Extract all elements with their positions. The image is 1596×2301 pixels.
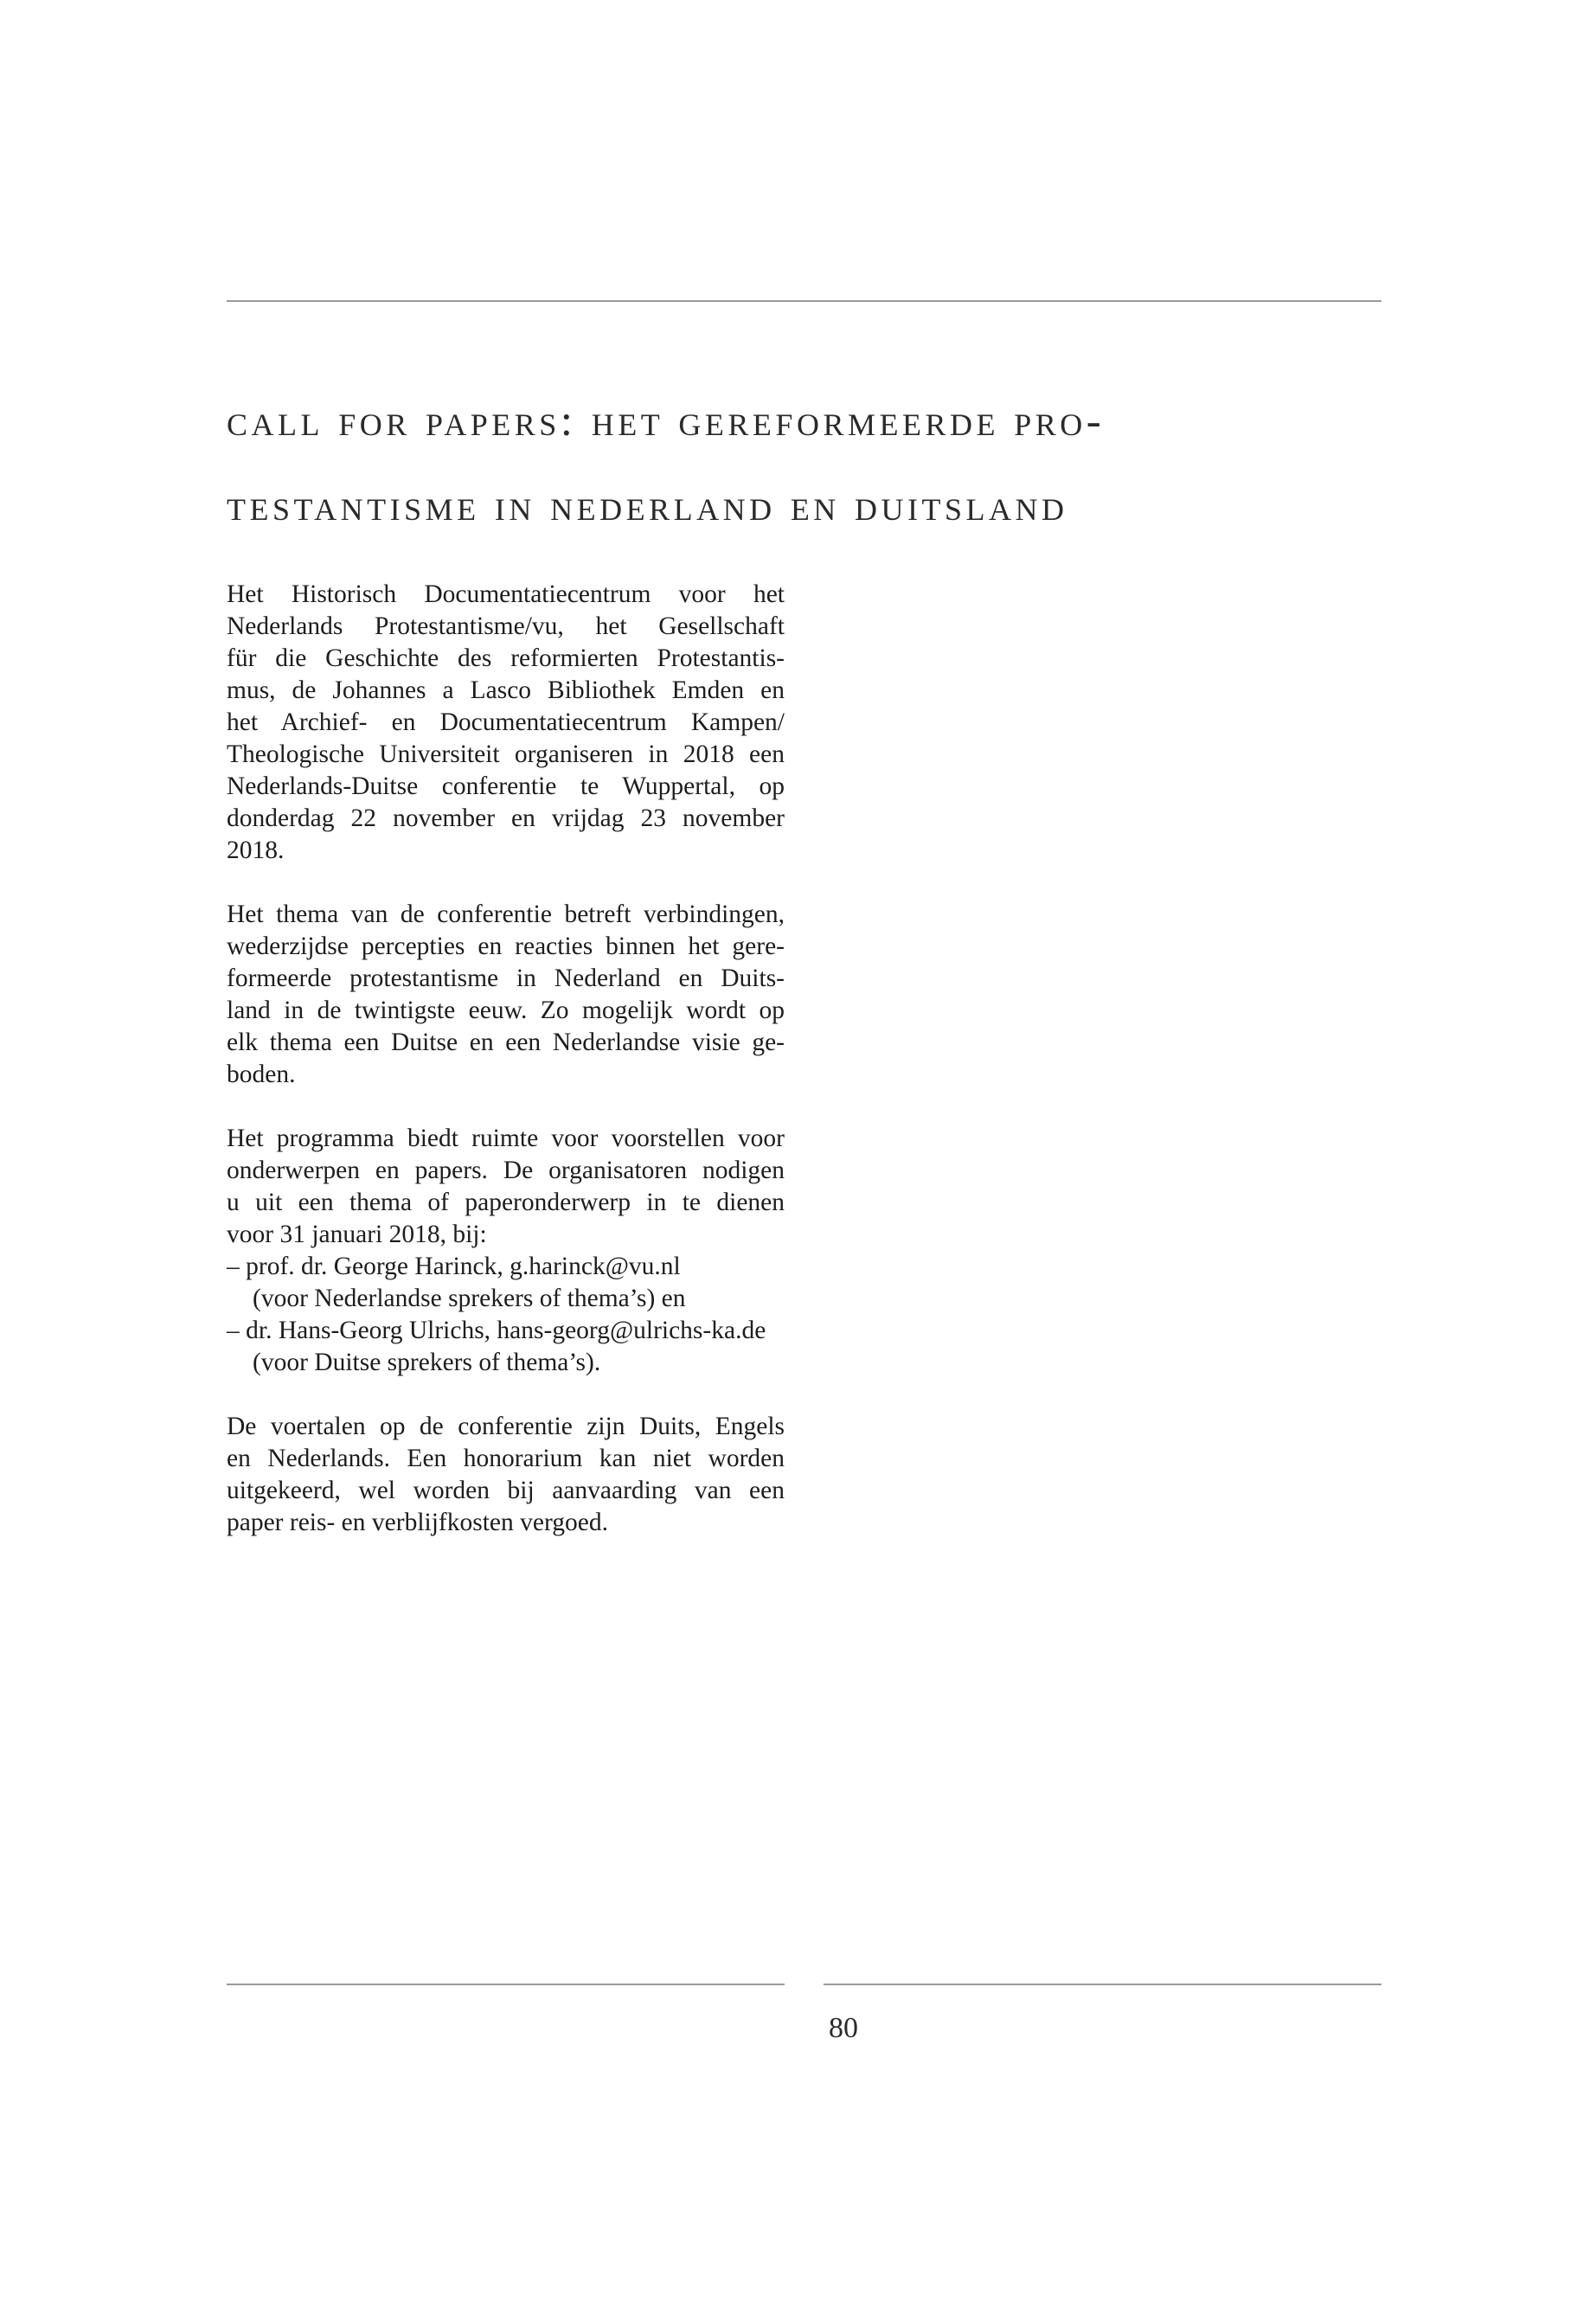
paragraph-program bbox=[227, 1123, 785, 1379]
text-line: u uit een thema of paperonderwerp in te dienen bbox=[227, 1189, 785, 1216]
text-line: mus, de Johannes a Lasco Bibliothek Emden en bbox=[227, 676, 785, 704]
text-column bbox=[227, 579, 785, 1571]
contact-harinck-note: (voor Nederlandse sprekers of thema’s) en bbox=[253, 1285, 686, 1312]
paragraph-organizers bbox=[227, 579, 785, 867]
page-number: 80 bbox=[829, 2012, 858, 2044]
footer-rule-right bbox=[824, 1984, 1381, 1985]
text-line: Nederlands-Duitse conferentie te Wuppertal, op bbox=[227, 772, 785, 800]
page-title bbox=[227, 379, 1420, 548]
paragraph-languages bbox=[227, 1411, 785, 1539]
contact-ulrichs-note: (voor Duitse sprekers of thema’s). bbox=[253, 1349, 601, 1376]
top-rule bbox=[227, 300, 1381, 302]
text-line: uitgekeerd, wel worden bij aanvaarding van een bbox=[227, 1477, 785, 1504]
text-line: land in de twintigste eeuw. Zo mogelijk wordt op bbox=[227, 997, 785, 1024]
text-line: het Archief- en Documentatiecentrum Kampen/ bbox=[227, 708, 785, 736]
text-line: De voertalen op de conferentie zijn Duits, Engels bbox=[227, 1413, 785, 1440]
contact-ulrichs: – dr. Hans-Georg Ulrichs, hans-georg@ulrichs-ka.de bbox=[227, 1317, 766, 1344]
text-line: boden. bbox=[227, 1061, 296, 1088]
text-line: Het thema van de conferentie betreft verbindingen, bbox=[227, 901, 785, 928]
footer-rule-left bbox=[227, 1984, 785, 1985]
paragraph-theme bbox=[227, 899, 785, 1091]
text-line: onderwerpen en papers. De organisatoren nodigen bbox=[227, 1157, 785, 1184]
title-line-2: testantisme in nederland en duitsland bbox=[227, 482, 1068, 530]
text-line: en Nederlands. Een honorarium kan niet worden bbox=[227, 1445, 785, 1472]
text-line: Nederlands Protestantisme/vu, het Gesellschaft bbox=[227, 612, 785, 640]
text-line: Het Historisch Documentatiecentrum voor het bbox=[227, 580, 785, 608]
text-line: paper reis- en verblijfkosten vergoed. bbox=[227, 1509, 608, 1536]
text-line: Het programma biedt ruimte voor voorstellen voor bbox=[227, 1125, 785, 1152]
text-line: für die Geschichte des reformierten Protestantis- bbox=[227, 644, 785, 672]
title-line-1: call for papers: het gereformeerde pro- bbox=[227, 397, 1106, 445]
text-line: formeerde protestantisme in Nederland en Duits- bbox=[227, 965, 785, 992]
text-line: donderdag 22 november en vrijdag 23 november bbox=[227, 804, 785, 832]
text-line: 2018. bbox=[227, 836, 285, 864]
contact-harinck: – prof. dr. George Harinck, g.harinck@vu.nl bbox=[227, 1253, 681, 1280]
text-line: wederzijdse percepties en reacties binnen het gere- bbox=[227, 933, 785, 960]
text-line: voor 31 januari 2018, bij: bbox=[227, 1221, 487, 1248]
text-line: elk thema een Duitse en een Nederlandse visie ge- bbox=[227, 1029, 785, 1056]
text-line: Theologische Universiteit organiseren in 2018 een bbox=[227, 740, 785, 768]
